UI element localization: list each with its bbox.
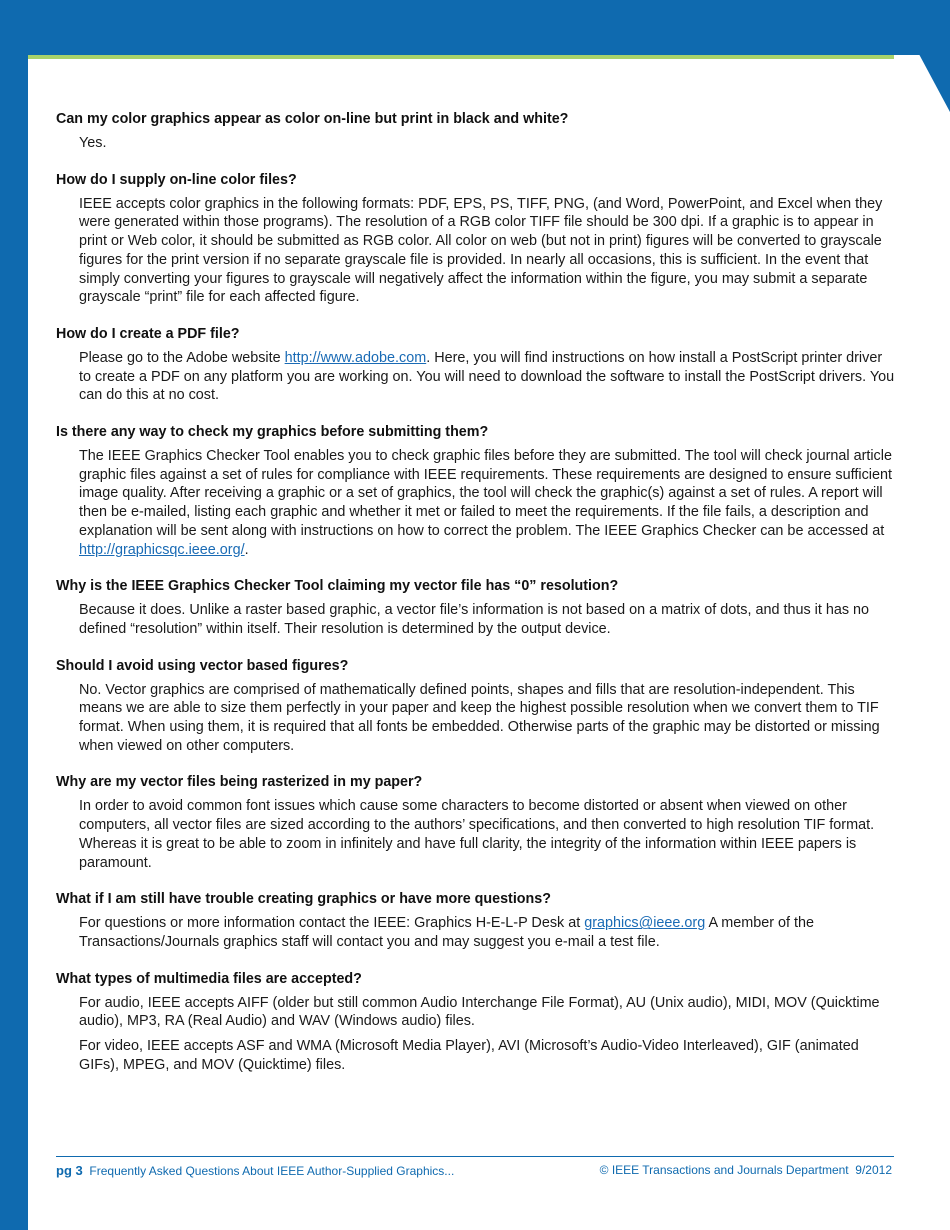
answer-paragraph-audio: For audio, IEEE accepts AIFF (older but still common Audio Interchange File Format), AU (Unix audio), MIDI, MOV (Quicktime audio), MP3, RA (Real Audio) and WAV (Windows audio) files. [79,994,880,1030]
answer-text: . [244,541,249,558]
adobe-link[interactable]: http://www.adobe.com [284,349,427,366]
graphics-checker-link[interactable]: http://graphicsqc.ieee.org/ [79,541,245,558]
faq-answer [79,447,896,559]
answer-paragraph [79,349,896,405]
answer-paragraph: No. Vector graphics are comprised of mathematically defined points, shapes and fills that are resolution-independent. This means we are able to size them perfectly in your paper and keep the highest possible resolution when we convert them to TIF format. When using them, it is required that all fonts be embedded. Otherwise parts of the graphic may be distorted or missing when viewed on other computers. [79,681,880,754]
answer-paragraph [79,447,896,559]
faq-answer [79,681,896,756]
footer-doc-title: Frequently Asked Questions About IEEE Author-Supplied Graphics... [89,1164,455,1178]
faq-question: Why is the IEEE Graphics Checker Tool claiming my vector file has “0” resolution? [56,578,619,595]
footer-rule [56,1156,894,1157]
answer-paragraph [79,914,896,951]
faq-question: Is there any way to check my graphics before submitting them? [56,424,489,441]
answer-paragraph: In order to avoid common font issues which cause some characters to become distorted or absent when viewed on other computers, all vector files are sized according to the authors’ specifications, and then converted to high resolution TIF format. Whereas it is great to be able to zoom in infinitely and have full clarity, the integrity of the information within IEEE papers is paramount. [79,798,875,871]
answer-text: For questions or more information contact the IEEE: Graphics H-E-L-P Desk at [79,915,585,932]
faq-answer [79,914,896,951]
faq-answer [79,134,896,153]
faq-item-color-print [56,110,896,153]
answer-paragraph-video: For video, IEEE accepts ASF and WMA (Microsoft Media Player), AVI (Microsoft’s Audio-Video Interleaved), GIF (animated GIFs), MPEG, and MOV (Quicktime) files. [79,1038,859,1073]
faq-question: What types of multimedia files are accepted? [56,970,362,987]
answer-paragraph: IEEE accepts color graphics in the following formats: PDF, EPS, PS, TIFF, PNG, (and Word, PowerPoint, and Excel when they were generated within those programs). The resolution of a RGB color TIFF file should be 300 dpi. If a graphic is to appear in print or Web color, it should be submitted as RGB color. All color on web (but not in print) figures will be converted to grayscale figures for the print version if no separate grayscale file is provided. In nearly all occasions, this is sufficient. In the event that simply converting your figures to grayscale will negatively affect the information within the figure, you may submit a separate grayscale “print” file for each affected figure. [79,195,883,306]
faq-item-graphics-checker [56,423,896,559]
footer-copyright: © IEEE Transactions and Journals Department 9/2012 [599,1163,892,1177]
left-margin-bar [0,0,28,1230]
faq-question: What if I am still have trouble creating graphics or have more questions? [56,891,551,908]
faq-item-rasterized [56,773,896,872]
faq-answer [79,601,896,638]
answer-paragraph: Because it does. Unlike a raster based graphic, a vector file’s information is not based on a matrix of dots, and thus it has no defined “resolution” within itself. Their resolution is determined by the output device. [79,602,870,637]
faq-question: Why are my vector files being rasterized in my paper? [56,774,423,791]
corner-triangle-decoration [890,0,950,112]
answer-paragraph: Yes. [79,135,107,151]
page-number: pg 3 [56,1163,83,1178]
answer-text: Please go to the Adobe website [79,349,285,366]
faq-answer [79,797,896,872]
faq-answer [79,349,896,405]
faq-item-online-color [56,171,896,307]
faq-question: How do I supply on-line color files? [56,171,297,188]
faq-content [56,110,896,1093]
graphics-email-link[interactable]: graphics@ieee.org [584,915,706,932]
faq-item-avoid-vector [56,657,896,756]
header-accent-line [28,55,894,59]
faq-question: Can my color graphics appear as color on-line but print in black and white? [56,111,569,127]
faq-item-vector-resolution [56,577,896,638]
faq-item-multimedia [56,970,896,1075]
faq-answer [79,994,896,1075]
faq-question: How do I create a PDF file? [56,325,240,342]
answer-text: The IEEE Graphics Checker Tool enables you to check graphic files before they are submitted. The tool will check journal article graphic files against a set of rules for compliance with IEEE requirements. These requirements are designed to ensure sufficient image quality. After receiving a graphic or a set of graphics, the tool will check the graphic(s) against a set of rules. A report will then be e-mailed, listing each graphic and whether it met or failed to meet the requirements. If the file fails, a description and explanation will be sent along with instructions on how to correct the problem. The IEEE Graphics Checker can be accessed at [79,448,892,539]
answer-text: . Here, you will find instructions on how install a PostScript printer driver to create a PDF on any platform you are working on. You will need to download the software to install the PostScript drivers. You can do this at no cost. [79,349,895,404]
faq-question: Should I avoid using vector based figures? [56,657,349,674]
answer-text: A member of the Transactions/Journals graphics staff will contact you and may suggest you e-mail a test file. [79,915,815,950]
header-band [0,0,950,55]
faq-item-help-desk [56,890,896,951]
faq-item-create-pdf [56,325,896,405]
faq-answer [79,195,896,307]
footer-left [56,1163,454,1178]
